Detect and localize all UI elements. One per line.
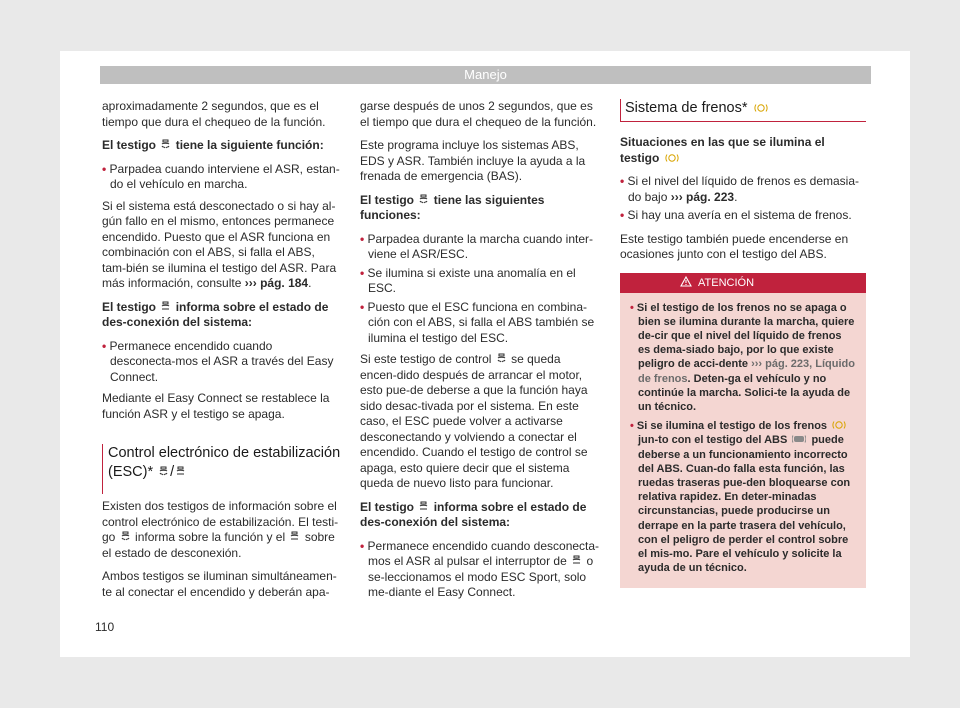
subheading-text: tiene las siguientes funciones:	[360, 192, 545, 222]
subheading	[102, 138, 340, 154]
list-item-text: Parpadea cuando interviene el ASR, estan-do el vehículo en marcha.	[109, 161, 340, 191]
subheading-text: El testigo	[360, 499, 415, 514]
subheading	[360, 193, 600, 224]
subheading-text: El testigo	[360, 192, 415, 207]
brake-warning-icon	[832, 420, 846, 430]
subheading-text: informa sobre el estado de des-conexión del sistema:	[102, 299, 329, 329]
list-item-text: Permanece encendido cuando desconecta-mos el ASR al pulsar el interruptor de	[367, 538, 600, 568]
subheading-text: El testigo	[102, 138, 157, 152]
document-page	[60, 51, 910, 657]
esc-off-icon	[176, 466, 185, 477]
paragraph: garse después de unos 2 segundos, que es el tiempo que dura el chequeo de la función.	[360, 99, 597, 129]
subheading	[102, 300, 340, 331]
list-item	[360, 300, 600, 347]
bullet-icon: •	[360, 538, 365, 553]
subheading-text: tiene la siguiente función:	[175, 138, 324, 152]
section-title-text: Control electrónico de estabilización (ESC)*	[108, 445, 341, 480]
section-accent-line	[102, 444, 103, 494]
warning-item	[630, 419, 856, 575]
column-2	[360, 99, 600, 604]
esc-section-heading	[102, 444, 342, 482]
esc-off-icon	[419, 501, 428, 512]
paragraph-text: Si el sistema está desconectado o si hay al-gún fallo en el mismo, entonces permanece encendido. Puesto que el ASR funciona en combinación con el ABS, si falla el ABS, tam-bién se ilumina el testigo del ASR. Para más información, consulte	[102, 198, 337, 290]
list-item-text: Si el nivel del líquido de frenos es demasia-do bajo	[627, 174, 860, 204]
bullet-icon: •	[630, 301, 634, 314]
section-title	[620, 99, 866, 118]
list-item-text: Si hay una avería en el sistema de frenos.	[627, 208, 852, 222]
paragraph: Mediante el Easy Connect se restablece la función ASR y el testigo se apaga.	[102, 391, 330, 421]
subheading-text: El testigo	[102, 299, 157, 314]
bullet-icon: •	[360, 265, 365, 280]
list-item-text: Se ilumina si existe una anomalía en el ESC.	[367, 265, 576, 295]
list-item	[620, 208, 866, 224]
paragraph-text: se queda encen-dido después de arrancar el motor, esto pue-de deberse a que la función haya sido desac-tivada por el sistema. En este caso, el ESC puede volver a activarse desconectando y volviendo a conectar el encendido. Cuando el testigo de control se apaga, esto quiere decir que el sistema queda de nuevo listo para funcionar.	[360, 352, 588, 490]
chapter-header-bar	[100, 66, 871, 84]
chapter-title: Manejo	[464, 67, 507, 82]
esc-warning-icon	[161, 139, 170, 150]
paragraph: Este programa incluye los sistemas ABS, EDS y ASR. También incluye la ayuda a la frenada de emergencia (BAS).	[360, 138, 586, 183]
list-item	[102, 162, 340, 193]
bullet-icon: •	[360, 299, 365, 314]
bullet-icon: •	[102, 161, 107, 176]
paragraph: Ambos testigos se iluminan simultáneamen-te al conectar el encendido y deberán apa-	[102, 569, 337, 599]
warning-text: jun-to con el testigo del ABS	[638, 434, 788, 447]
subheading	[620, 135, 866, 166]
warning-header	[620, 273, 866, 293]
page-number: 110	[95, 620, 115, 634]
warning-triangle-icon	[680, 276, 692, 287]
subheading-text: Situaciones en las que se ilumina el testigo	[620, 135, 825, 165]
list-item-text: Permanece encendido cuando desconecta-mos el ASR a través del Easy Connect.	[109, 338, 334, 384]
paragraph	[102, 499, 340, 561]
paragraph-text: Existen dos testigos de información sobre el control electrónico de estabilización. El testi-go	[102, 499, 339, 544]
paragraph: aproximadamente 2 segundos, que es el tiempo que dura el chequeo de la función.	[102, 99, 326, 129]
warning-text: Si se ilumina el testigo de los frenos	[636, 420, 828, 433]
page-reference-link[interactable]: ››› pág. 223, Líquido de frenos	[638, 358, 855, 385]
bullet-icon: •	[620, 208, 625, 222]
esc-warning-icon	[159, 466, 168, 477]
list-item	[360, 266, 600, 297]
subheading	[360, 500, 600, 531]
list-item-text: Puesto que el ESC funciona en combina-ción con el ABS, si falla el ABS también se ilumina el testigo del ESC.	[367, 299, 595, 345]
warning-text: puede deberse a un funcionamiento incorrecto del ABS. Cuan-do falla esta función, las ruedas traseras pue-den bloquearse con relativa rapidez. En deter-minadas circunstancias, puede producirse un derrape en la parte trasera del vehículo, con el peligro de perder el control sobre el mis-mo. Pare el vehículo y solicite la ayuda de un técnico.	[638, 434, 851, 575]
brake-section-heading	[620, 99, 866, 129]
paragraph	[360, 352, 600, 492]
column-3	[620, 99, 866, 588]
esc-warning-icon	[497, 353, 506, 364]
section-title-text: Sistema de frenos*	[625, 100, 748, 116]
warning-text: Si el testigo de los frenos no se apaga o bien se ilumina durante la marcha, quiere de-cir que el nivel del líquido de frenos es dema-siado bajo, por lo que existe peligro de acci-dente	[636, 301, 855, 371]
esc-off-icon	[161, 301, 170, 312]
bullet-icon: •	[630, 420, 634, 433]
section-accent-line	[620, 99, 621, 121]
esc-warning-icon	[419, 194, 428, 205]
warning-title: ATENCIÓN	[698, 276, 755, 289]
brake-warning-icon	[754, 103, 768, 113]
list-item-text: o se-leccionamos el modo ESC Sport, solo me-diante el Easy Connect.	[368, 554, 594, 599]
brake-warning-icon	[665, 153, 679, 163]
paragraph-text: informa sobre la función y el	[135, 530, 286, 544]
list-item	[360, 539, 600, 601]
abs-warning-icon	[792, 434, 806, 444]
bullet-icon: •	[360, 231, 365, 246]
bullet-icon: •	[620, 174, 625, 188]
esc-off-icon	[290, 531, 299, 542]
list-item	[360, 232, 600, 263]
paragraph: Este testigo también puede encenderse en ocasiones junto con el testigo del ABS.	[620, 231, 849, 261]
page-reference-link[interactable]: ››› pág. 223	[670, 189, 735, 204]
section-rule	[620, 121, 866, 122]
page-reference-link[interactable]: ››› pág. 184	[244, 276, 309, 290]
paragraph-text: Si este testigo de control	[360, 352, 492, 366]
paragraph: Si el sistema está desconectado o si hay al-gún fallo en el mismo, entonces permanece encendido. Puesto que el ASR funciona en combinación con el ABS, si falla el ABS, tam-bién se ilumina el testigo del ASR. Para más información, consulte ››› pág. 184.	[102, 198, 337, 290]
list-item: • Si el nivel del líquido de frenos es demasia-do bajo ››› pág. 223.	[620, 174, 860, 204]
warning-body	[620, 293, 866, 589]
column-1	[102, 99, 340, 430]
list-item-text: Parpadea durante la marcha cuando inter-viene el ASR/ESC.	[367, 231, 594, 261]
column-1-lower	[102, 499, 340, 608]
esc-off-icon	[572, 555, 581, 566]
warning-box	[620, 273, 866, 589]
paragraph-text: sobre el estado de desconexión.	[102, 530, 335, 560]
warning-item	[630, 301, 856, 415]
section-title: Control electrónico de estabilización (ESC)* /	[108, 445, 341, 480]
warning-text: . Deten-ga el vehículo y no continúe la marcha. Solici-te la ayuda de un técnico.	[638, 372, 851, 413]
esc-warning-icon	[121, 531, 130, 542]
bullet-icon: •	[102, 338, 107, 353]
list-item	[102, 339, 340, 386]
subheading-text: informa sobre el estado de des-conexión del sistema:	[360, 499, 587, 529]
